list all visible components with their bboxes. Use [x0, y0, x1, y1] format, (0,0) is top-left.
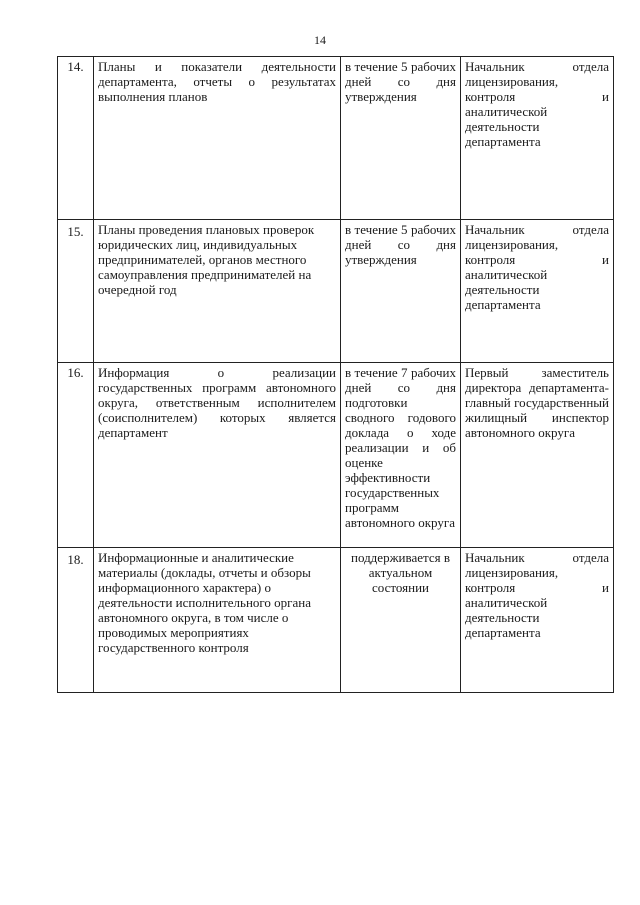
row-number: 16. [58, 363, 94, 548]
responsible-person: Начальник отдела лицензирования, контроля и аналитической деятельности департамента [461, 57, 614, 220]
document-name: Планы и показатели деятельности департамента, отчеты о результатах выполнения планов [94, 57, 341, 220]
table-row [58, 57, 614, 220]
document-name: Планы проведения плановых проверок юридических лиц, индивидуальных предпринимателей, органов местного самоуправления предпринимателей на очередной год [94, 220, 341, 363]
document-name: Информация о реализации государственных программ автономного округа, ответственным исполнителем (соисполнителем) которых является департамент [94, 363, 341, 548]
publication-term: поддерживается в актуальном состоянии [341, 548, 461, 693]
row-number: 15. [58, 220, 94, 363]
publication-term: в течение 5 рабочих дней со дня утверждения [341, 220, 461, 363]
document-table [57, 56, 614, 693]
row-number: 14. [58, 57, 94, 220]
table-row [58, 220, 614, 363]
publication-term: в течение 5 рабочих дней со дня утверждения [341, 57, 461, 220]
page-number: 14 [314, 33, 326, 47]
publication-term: в течение 7 рабочих дней со дня подготовки сводного годового доклада о ходе реализации и об оценке эффективности государственных программ автономного округа [341, 363, 461, 548]
table-row [58, 363, 614, 548]
row-number: 18. [58, 548, 94, 693]
table-row [58, 548, 614, 693]
responsible-person: Начальник отдела лицензирования, контроля и аналитической деятельности департамента [461, 548, 614, 693]
document-name: Информационные и аналитические материалы (доклады, отчеты и обзоры информационного характера) о деятельности исполнительного органа автономного округа, в том числе о проводимых мероприятиях государственного контроля [94, 548, 341, 693]
responsible-person: Начальник отдела лицензирования, контроля и аналитической деятельности департамента [461, 220, 614, 363]
responsible-person: Первый заместитель директора департамента-главный государственный жилищный инспектор автономного округа [461, 363, 614, 548]
